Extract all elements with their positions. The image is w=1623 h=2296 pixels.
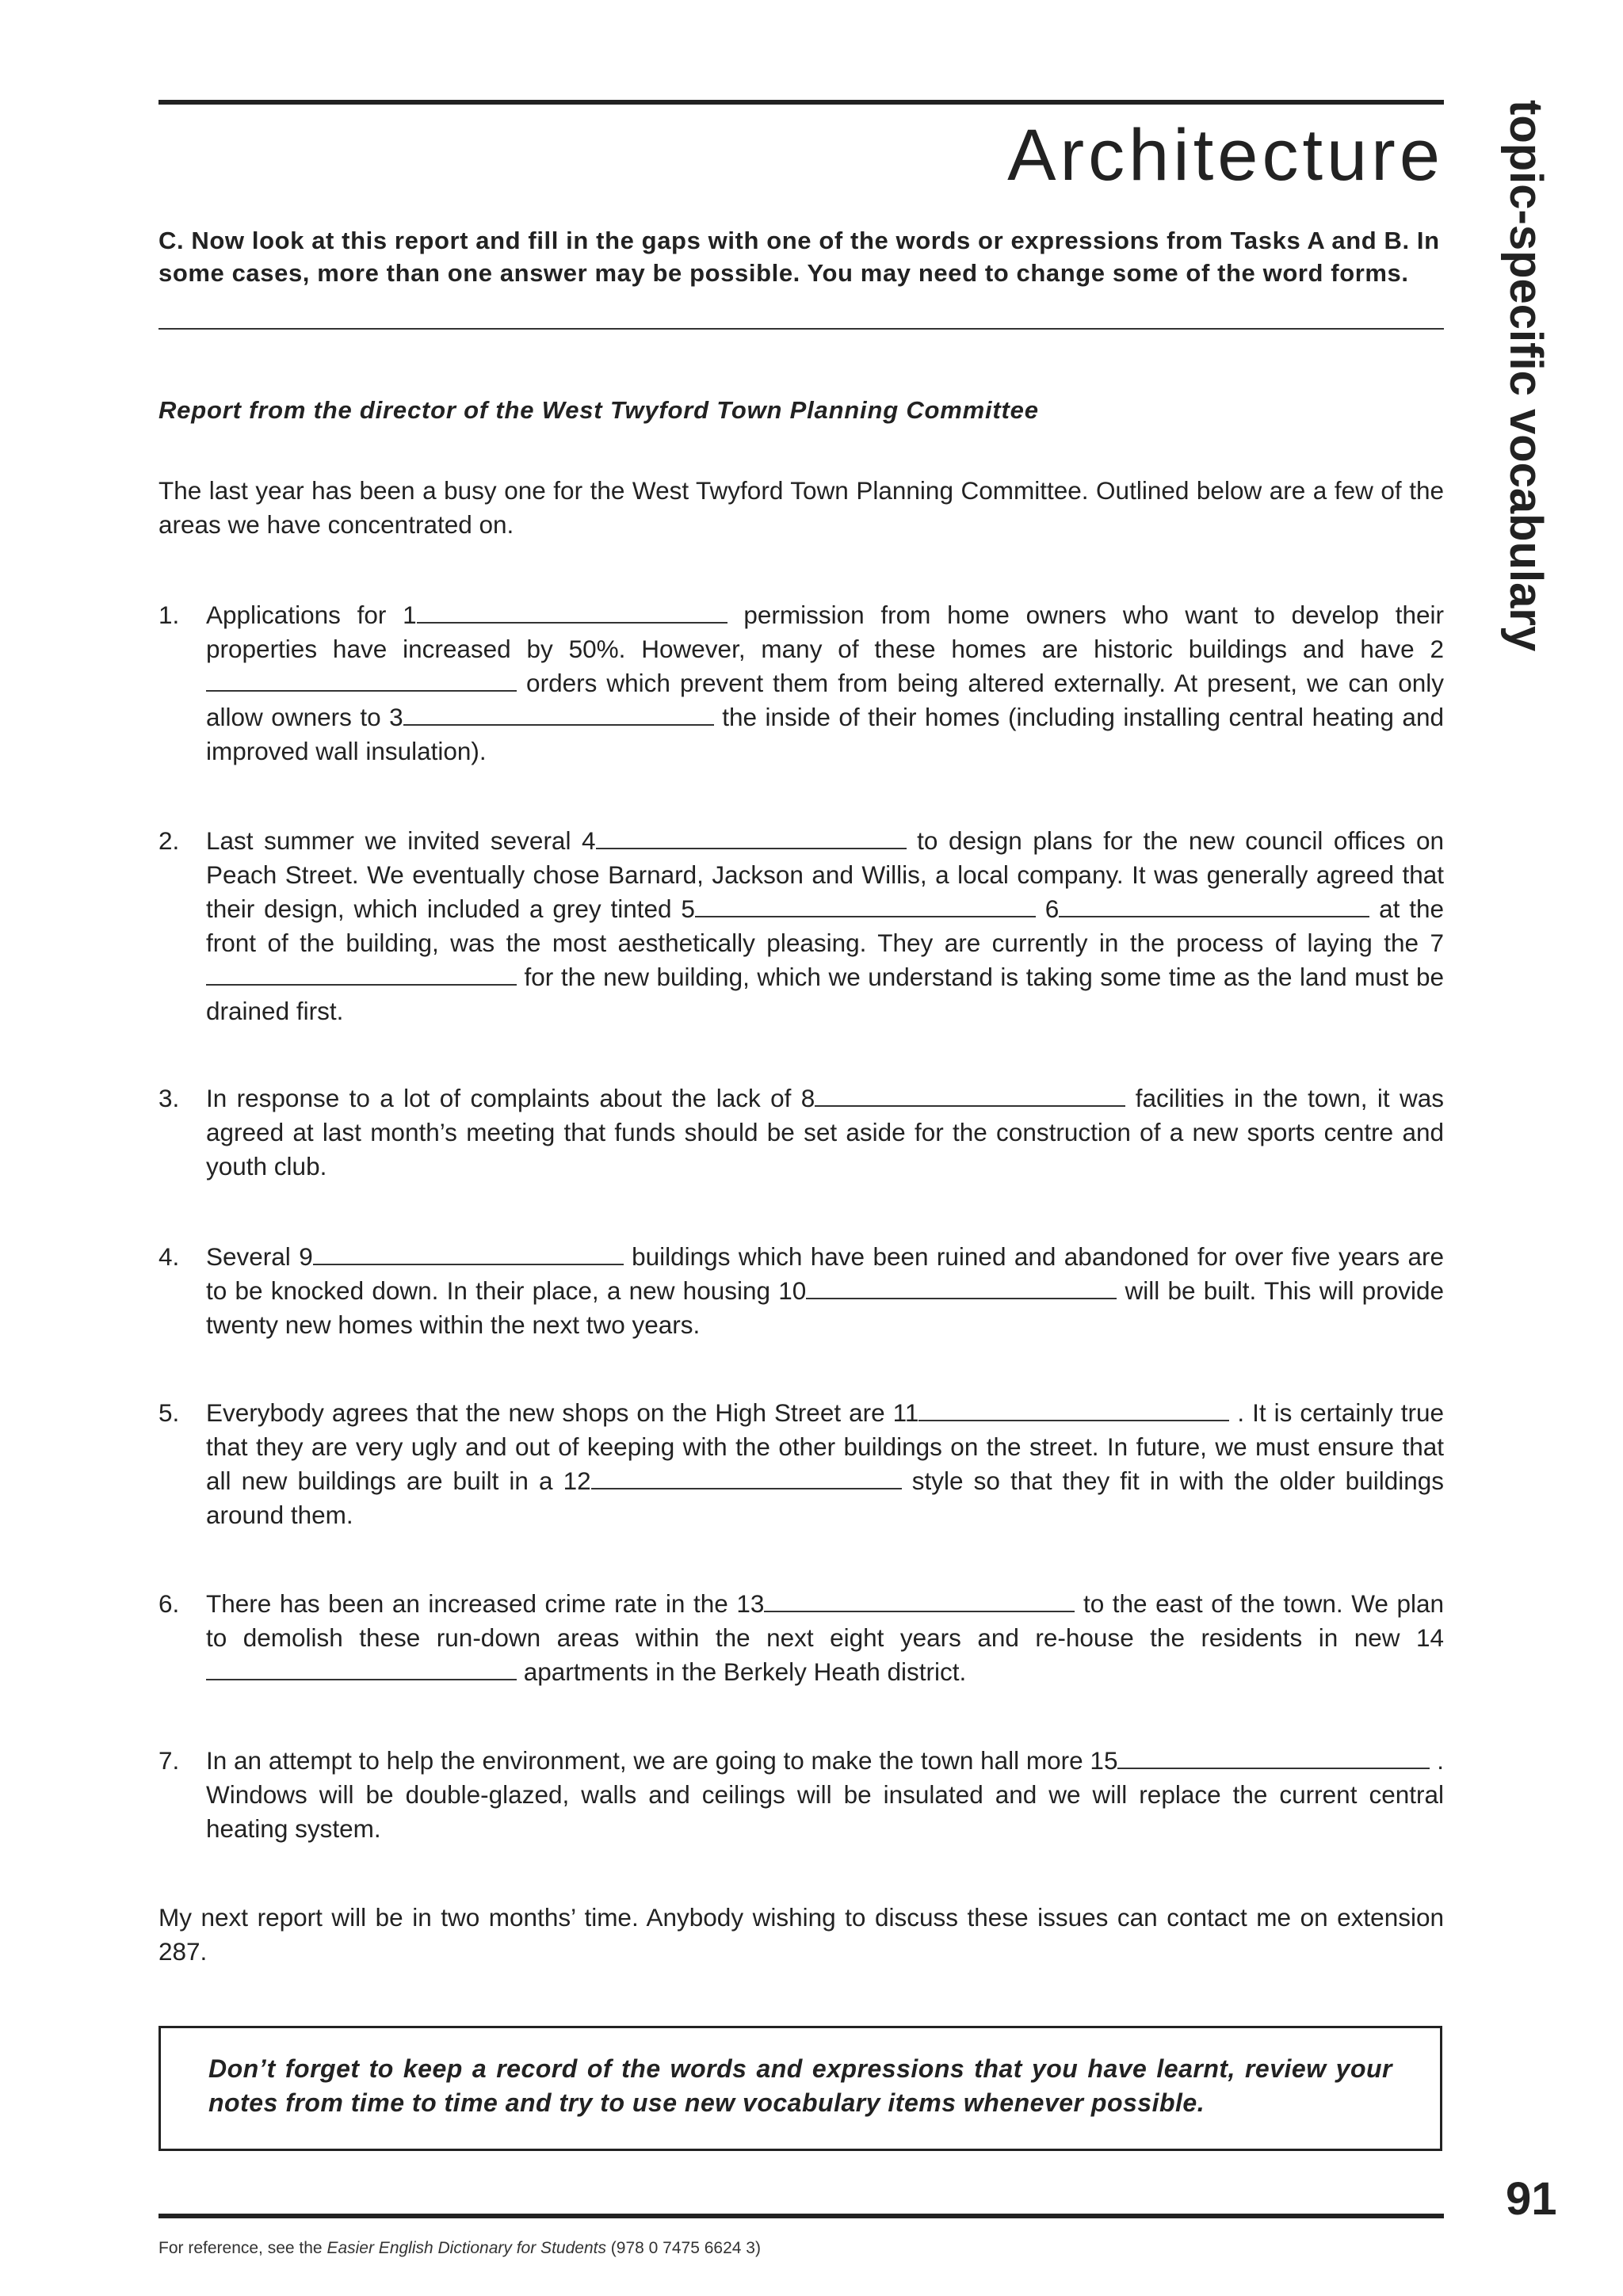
gap-15-input[interactable] bbox=[1117, 1744, 1430, 1769]
page-number: 91 bbox=[1506, 2173, 1557, 2225]
side-tab-label: topic-specific vocabulary bbox=[1500, 100, 1552, 652]
item-text: In an attempt to help the environment, we are going to make the town hall more 15 . Windows will be double-glazed, walls and ceilings will be insulated and we will replace the current central heating system. bbox=[206, 1744, 1444, 1846]
gap-7-input[interactable] bbox=[206, 960, 517, 986]
item-text: Applications for 1 permission from home owners who want to develop their properties have increased by 50%. However, many of these homes are historic buildings and have 2 orders which prevent them from being altered externally. At present, we can only allow owners to 3 the inside of their homes (including installing central heating and improved wall insulation). bbox=[206, 598, 1444, 769]
list-item bbox=[158, 1081, 1444, 1184]
gap-13-input[interactable] bbox=[764, 1587, 1075, 1612]
item-number: 5. bbox=[158, 1398, 180, 1427]
gap-1-input[interactable] bbox=[417, 598, 727, 624]
gap-3-input[interactable] bbox=[403, 700, 714, 726]
task-instruction: C. Now look at this report and fill in the gaps with one of the words or expressions from Tasks A and B. In some cases, more than one answer may be possible. You may need to change some of the word forms. bbox=[158, 227, 1440, 287]
item-number: 2. bbox=[158, 826, 180, 855]
page-title: Architecture bbox=[1007, 115, 1444, 196]
list-item bbox=[158, 1240, 1444, 1342]
item-text: Last summer we invited several 4 to design plans for the new council offices on Peach Street. We eventually chose Barnard, Jackson and Willis, a local company. It was generally agreed that their design, which included a grey tinted 5 6 at the front of the building, was the most aesthetically pleasing. They are currently in the process of laying the 7 for the new building, which we understand is taking some time as the land must be drained first. bbox=[206, 824, 1444, 1028]
item-text: There has been an increased crime rate in the 13 to the east of the town. We plan to demolish these run-down areas within the next eight years and re-house the residents in new 14 apartments in the Berkely Heath district. bbox=[206, 1587, 1444, 1689]
gap-14-input[interactable] bbox=[206, 1655, 517, 1680]
gap-10-input[interactable] bbox=[806, 1274, 1117, 1299]
gap-2-input[interactable] bbox=[206, 666, 517, 692]
item-number: 6. bbox=[158, 1589, 180, 1618]
report-title: Report from the director of the West Twyford Town Planning Committee bbox=[158, 396, 1039, 424]
gap-4-input[interactable] bbox=[596, 824, 907, 849]
item-number: 3. bbox=[158, 1084, 180, 1112]
instruction-divider bbox=[158, 328, 1444, 330]
list-item bbox=[158, 1744, 1444, 1846]
book-title: Easier English Dictionary for Students bbox=[327, 2239, 606, 2257]
list-item bbox=[158, 598, 1444, 769]
item-text: Everybody agrees that the new shops on the High Street are 11 . It is certainly true that they are very ugly and out of keeping with the other buildings on the street. In future, we must ensure that all new buildings are built in a 12 style so that they fit in with the older buildings around them. bbox=[206, 1396, 1444, 1532]
list-item bbox=[158, 824, 1444, 1028]
gap-6-input[interactable] bbox=[1059, 892, 1369, 917]
footer-reference: For reference, see the Easier English Dictionary for Students (978 0 7475 6624 3) bbox=[158, 2239, 761, 2257]
list-item bbox=[158, 1396, 1444, 1532]
list-item bbox=[158, 1587, 1444, 1689]
item-number: 7. bbox=[158, 1746, 180, 1775]
item-text: In response to a lot of complaints about the lack of 8 facilities in the town, it was agreed at last month’s meeting that funds should be set aside for the construction of a new sports centre and youth club. bbox=[206, 1081, 1444, 1184]
item-number: 1. bbox=[158, 601, 180, 629]
top-rule bbox=[158, 100, 1444, 105]
bottom-rule bbox=[158, 2214, 1444, 2218]
item-number: 4. bbox=[158, 1242, 180, 1271]
tip-box bbox=[158, 2026, 1442, 2151]
item-text: Several 9 buildings which have been ruined and abandoned for over five years are to be knocked down. In their place, a new housing 10 will be built. This will provide twenty new homes within the next two years. bbox=[206, 1240, 1444, 1342]
report-intro: The last year has been a busy one for the West Twyford Town Planning Committee. Outlined below are a few of the areas we have concentrated on. bbox=[158, 476, 1444, 539]
gap-12-input[interactable] bbox=[591, 1464, 902, 1489]
tip-text: Don’t forget to keep a record of the words and expressions that you have learnt, review your notes from time to time and try to use new vocabulary items whenever possible. bbox=[208, 2054, 1392, 2117]
gap-8-input[interactable] bbox=[815, 1081, 1125, 1107]
gap-11-input[interactable] bbox=[918, 1396, 1229, 1421]
gap-9-input[interactable] bbox=[313, 1240, 624, 1265]
gap-5-input[interactable] bbox=[695, 892, 1036, 917]
report-closing: My next report will be in two months’ time. Anybody wishing to discuss these issues can contact me on extension 287. bbox=[158, 1903, 1444, 1966]
